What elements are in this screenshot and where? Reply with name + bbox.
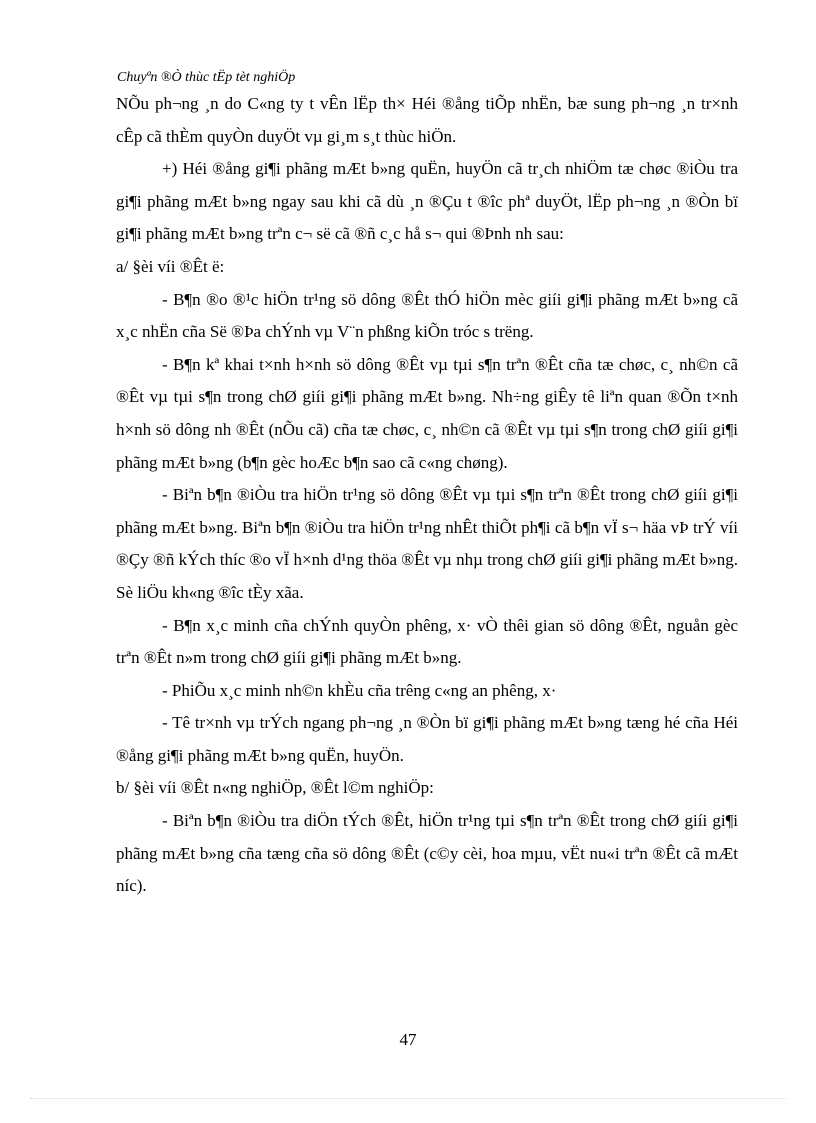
section-heading-a: a/ §èi víi ®Êt ë: (116, 256, 225, 276)
list-item: - Biªn b¶n ®iÒu tra hiÖn tr¹ng sö dông ®Êt vµ tµi s¶n trªn ®Êt trong chØ giíi gi¶i phãng mÆt b»ng. Biªn b¶n ®iÒu tra hiÖn tr¹ng nhÊt thiÕt ph¶i cã b¶n vÏ s¬ häa vÞ trÝ víi ®Çy ®ñ kÝch thíc ®o vÏ h×nh d¹ng thöa ®Êt vµ nhµ trong chØ giíi gi¶i phãng mÆt b»ng. Sè liÖu kh«ng ®îc tÈy xãa. (116, 485, 739, 602)
running-header: Chuyªn ®Ò thùc tËp tèt nghiÖp (117, 70, 296, 85)
page-number: 47 (399, 1030, 417, 1049)
paragraph: +) Héi ®ång gi¶i phãng mÆt b»ng quËn, huyÖn cã tr¸ch nhiÖm tæ chøc ®iÒu tra gi¶i phãng mÆt b»ng ngay sau khi cã dù ¸n ®Çu t ®îc phª duyÖt, lËp ph¬ng ¸n ®Òn bï gi¶i phãng mÆt b»ng trªn c¬ së cã ®ñ c¸c hå s¬ qui ®Þnh nh sau: (116, 159, 738, 244)
list-item: - Biªn b¶n ®iÒu tra diÖn tÝch ®Êt, hiÖn tr¹ng tµi s¶n trªn ®Êt trong chØ giíi gi¶i phãng mÆt b»ng cña tæng cña sö dông ®Êt (c©y cèi, hoa mµu, vËt nu«i trªn ®Êt cã mÆt níc). (116, 811, 738, 896)
list-item: - Tê tr×nh vµ trÝch ngang ph¬ng ¸n ®Òn bï gi¶i phãng mÆt b»ng tæng hé cña Héi ®ång gi¶i phãng mÆt b»ng quËn, huyÖn. (116, 713, 738, 765)
page-bottom-rule (30, 1098, 786, 1099)
list-item: - B¶n ®o ®¹c hiÖn tr¹ng sö dông ®Êt thÓ hiÖn mèc giíi gi¶i phãng mÆt b»ng cã x¸c nhËn cña Së ®Þa chÝnh vµ V¨n phßng kiÕn tróc s trëng. (116, 289, 738, 342)
list-item: - B¶n x¸c minh cña chÝnh quyÒn phêng, x· vÒ thêi gian sö dông ®Êt, nguån gèc trªn ®Êt n»m trong chØ giíi gi¶i phãng mÆt b»ng. (116, 615, 738, 668)
paragraph: NÕu ph¬ng ¸n do C«ng ty t vÊn lËp th× Héi ®ång tiÕp nhËn, bæ sung ph¬ng ¸n tr×nh cÊp cã thÈm quyÒn duyÖt vµ gi¸m s¸t thùc hiÖn. (116, 94, 738, 146)
body-text (116, 88, 738, 903)
list-item: - B¶n kª khai t×nh h×nh sö dông ®Êt vµ tµi s¶n trªn ®Êt cña tæ chøc, c¸ nh©n cã ®Êt vµ tµi s¶n trong chØ giíi gi¶i phãng mÆt b»ng. Nh÷ng giÊy tê liªn quan ®Õn t×nh h×nh sö dông nh ®Êt (nÕu cã) cña tæ chøc, c¸ nh©n cã ®Êt vµ tµi s¶n trong chØ giíi gi¶i phãng mÆt b»ng (b¶n gèc hoÆc b¶n sao cã c«ng chøng). (116, 354, 738, 472)
section-heading-b: b/ §èi víi ®Êt n«ng nghiÖp, ®Êt l©m nghiÖp: (116, 778, 434, 798)
list-item: - PhiÕu x¸c minh nh©n khÈu cña trêng c«ng an phêng, x· (162, 680, 557, 700)
